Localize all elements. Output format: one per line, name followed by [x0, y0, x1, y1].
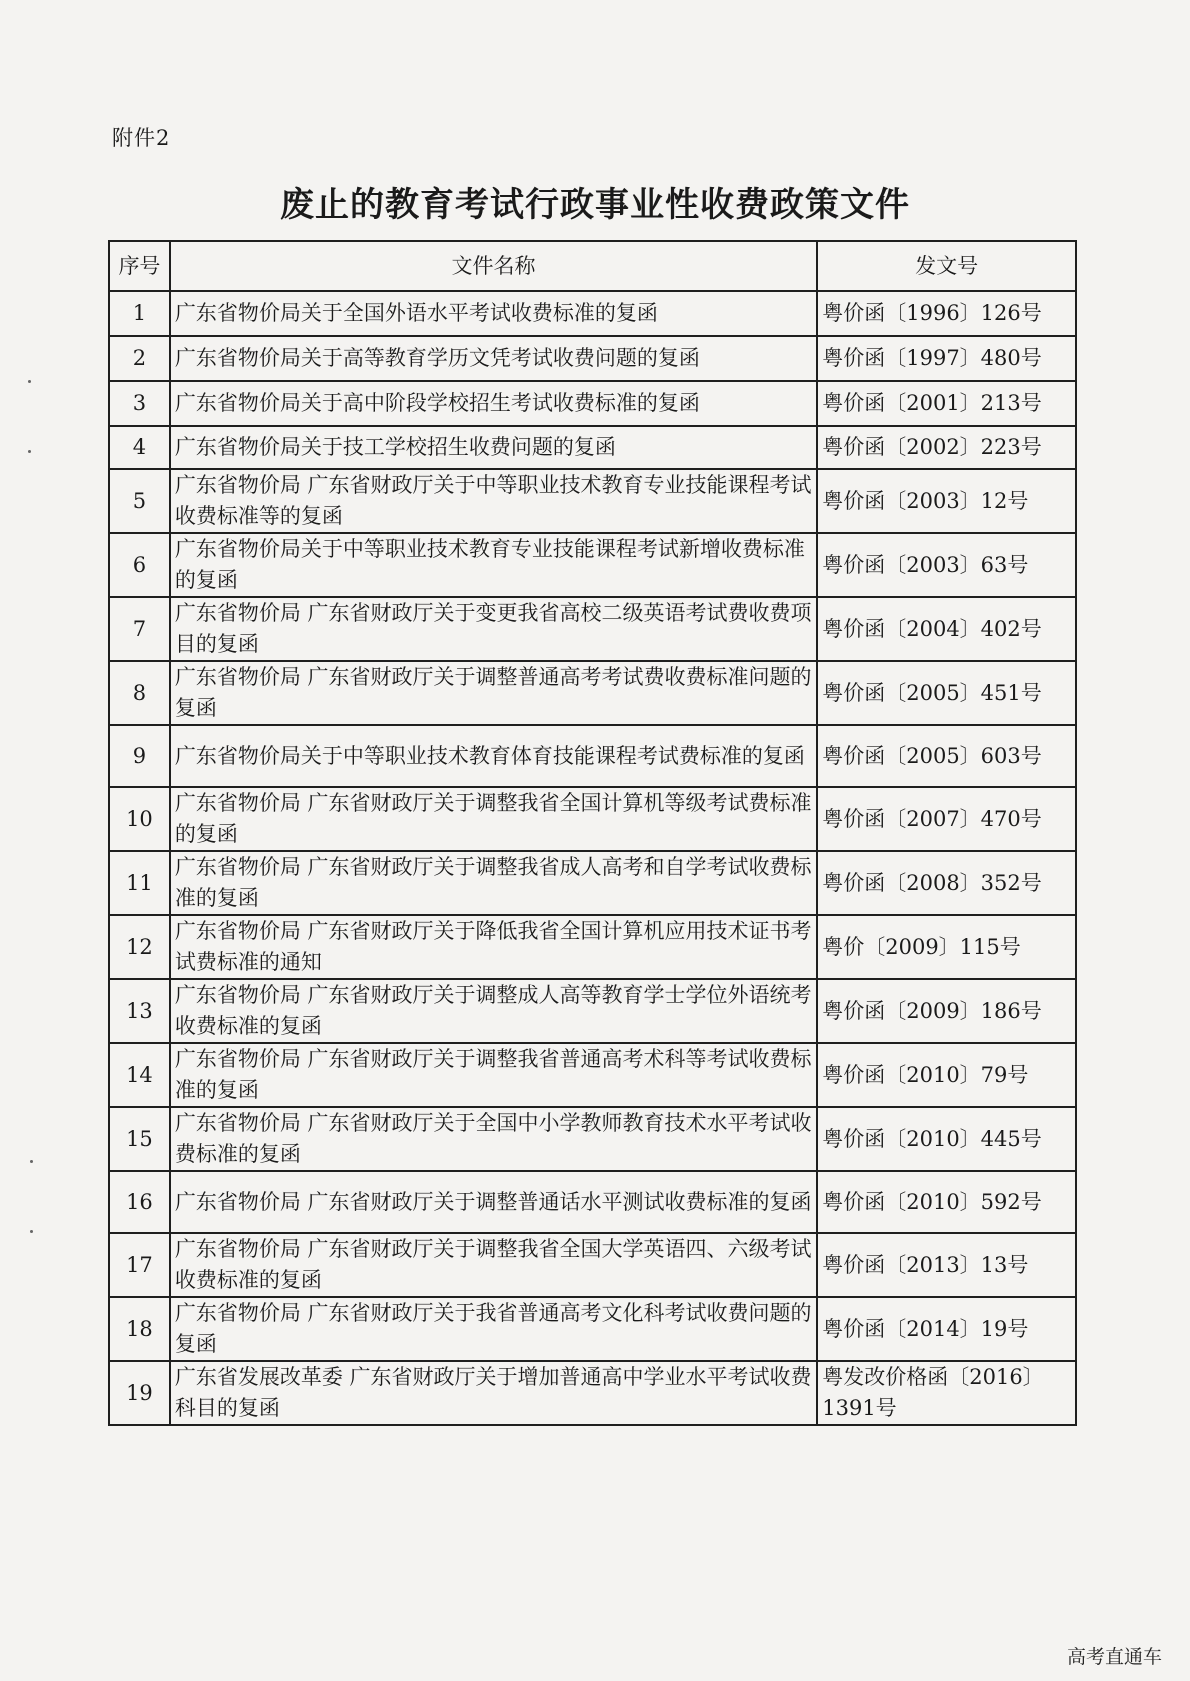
cell-ref: 粤价函〔1997〕480号 — [817, 336, 1076, 381]
cell-ref: 粤价函〔1996〕126号 — [817, 291, 1076, 336]
cell-name: 广东省物价局 广东省财政厅关于中等职业技术教育专业技能课程考试收费标准等的复函 — [170, 469, 817, 533]
cell-no: 6 — [109, 533, 170, 597]
cell-no: 19 — [109, 1361, 170, 1425]
documents-table — [108, 240, 1077, 1426]
cell-no: 18 — [109, 1297, 170, 1361]
cell-ref: 粤价函〔2010〕79号 — [817, 1043, 1076, 1107]
cell-name: 广东省物价局关于全国外语水平考试收费标准的复函 — [170, 291, 817, 336]
cell-name: 广东省物价局 广东省财政厅关于调整我省全国计算机等级考试费标准的复函 — [170, 787, 817, 851]
cell-name: 广东省物价局关于高中阶段学校招生考试收费标准的复函 — [170, 381, 817, 426]
table-row — [109, 725, 1076, 787]
header-no: 序号 — [109, 241, 170, 291]
table-row — [109, 851, 1076, 915]
table-row — [109, 1107, 1076, 1171]
cell-name: 广东省物价局关于技工学校招生收费问题的复函 — [170, 426, 817, 469]
page-title: 废止的教育考试行政事业性收费政策文件 — [280, 185, 910, 225]
cell-no: 10 — [109, 787, 170, 851]
cell-ref: 粤价函〔2001〕213号 — [817, 381, 1076, 426]
cell-ref: 粤价函〔2002〕223号 — [817, 426, 1076, 469]
cell-name: 广东省物价局 广东省财政厅关于调整我省全国大学英语四、六级考试收费标准的复函 — [170, 1233, 817, 1297]
cell-name: 广东省物价局关于中等职业技术教育专业技能课程考试新增收费标准的复函 — [170, 533, 817, 597]
cell-no: 13 — [109, 979, 170, 1043]
cell-no: 7 — [109, 597, 170, 661]
cell-ref: 粤价函〔2007〕470号 — [817, 787, 1076, 851]
table-body — [109, 291, 1076, 1425]
table-row — [109, 1171, 1076, 1233]
cell-no: 14 — [109, 1043, 170, 1107]
cell-no: 9 — [109, 725, 170, 787]
cell-no: 4 — [109, 426, 170, 469]
table-row — [109, 661, 1076, 725]
table-row — [109, 1361, 1076, 1425]
header-ref: 发文号 — [817, 241, 1076, 291]
cell-no: 5 — [109, 469, 170, 533]
table-header-row — [109, 241, 1076, 291]
table-row — [109, 787, 1076, 851]
table-row — [109, 597, 1076, 661]
cell-no: 12 — [109, 915, 170, 979]
cell-no: 17 — [109, 1233, 170, 1297]
cell-name: 广东省物价局 广东省财政厅关于调整普通高考考试费收费标准问题的复函 — [170, 661, 817, 725]
cell-no: 8 — [109, 661, 170, 725]
table-row — [109, 1043, 1076, 1107]
table-row — [109, 1233, 1076, 1297]
cell-no: 2 — [109, 336, 170, 381]
cell-ref: 粤发改价格函〔2016〕1391号 — [817, 1361, 1076, 1425]
cell-ref: 粤价函〔2008〕352号 — [817, 851, 1076, 915]
table-row — [109, 291, 1076, 336]
cell-name: 广东省物价局 广东省财政厅关于调整成人高等教育学士学位外语统考收费标准的复函 — [170, 979, 817, 1043]
cell-no: 1 — [109, 291, 170, 336]
cell-ref: 粤价函〔2003〕63号 — [817, 533, 1076, 597]
cell-name: 广东省物价局 广东省财政厅关于调整我省成人高考和自学考试收费标准的复函 — [170, 851, 817, 915]
table-row — [109, 469, 1076, 533]
cell-name: 广东省物价局 广东省财政厅关于我省普通高考文化科考试收费问题的复函 — [170, 1297, 817, 1361]
table-row — [109, 336, 1076, 381]
table-row — [109, 915, 1076, 979]
attachment-label: 附件2 — [112, 126, 171, 150]
cell-ref: 粤价函〔2005〕451号 — [817, 661, 1076, 725]
cell-name: 广东省物价局关于中等职业技术教育体育技能课程考试费标准的复函 — [170, 725, 817, 787]
cell-name: 广东省物价局 广东省财政厅关于降低我省全国计算机应用技术证书考试费标准的通知 — [170, 915, 817, 979]
table-row — [109, 426, 1076, 469]
table-row — [109, 533, 1076, 597]
table-row — [109, 979, 1076, 1043]
cell-ref: 粤价函〔2013〕13号 — [817, 1233, 1076, 1297]
cell-name: 广东省物价局关于高等教育学历文凭考试收费问题的复函 — [170, 336, 817, 381]
table-row — [109, 1297, 1076, 1361]
cell-no: 16 — [109, 1171, 170, 1233]
cell-name: 广东省物价局 广东省财政厅关于变更我省高校二级英语考试费收费项目的复函 — [170, 597, 817, 661]
cell-ref: 粤价函〔2014〕19号 — [817, 1297, 1076, 1361]
table-row — [109, 381, 1076, 426]
cell-name: 广东省物价局 广东省财政厅关于调整普通话水平测试收费标准的复函 — [170, 1171, 817, 1233]
cell-ref: 粤价函〔2010〕592号 — [817, 1171, 1076, 1233]
footer-watermark: 高考直通车 — [1066, 1646, 1162, 1668]
cell-ref: 粤价函〔2005〕603号 — [817, 725, 1076, 787]
cell-name: 广东省物价局 广东省财政厅关于调整我省普通高考术科等考试收费标准的复函 — [170, 1043, 817, 1107]
cell-ref: 粤价函〔2004〕402号 — [817, 597, 1076, 661]
cell-no: 3 — [109, 381, 170, 426]
cell-no: 11 — [109, 851, 170, 915]
header-name: 文件名称 — [170, 241, 817, 291]
cell-ref: 粤价函〔2010〕445号 — [817, 1107, 1076, 1171]
cell-ref: 粤价〔2009〕115号 — [817, 915, 1076, 979]
cell-name: 广东省物价局 广东省财政厅关于全国中小学教师教育技术水平考试收费标准的复函 — [170, 1107, 817, 1171]
cell-name: 广东省发展改革委 广东省财政厅关于增加普通高中学业水平考试收费科目的复函 — [170, 1361, 817, 1425]
cell-no: 15 — [109, 1107, 170, 1171]
cell-ref: 粤价函〔2009〕186号 — [817, 979, 1076, 1043]
cell-ref: 粤价函〔2003〕12号 — [817, 469, 1076, 533]
